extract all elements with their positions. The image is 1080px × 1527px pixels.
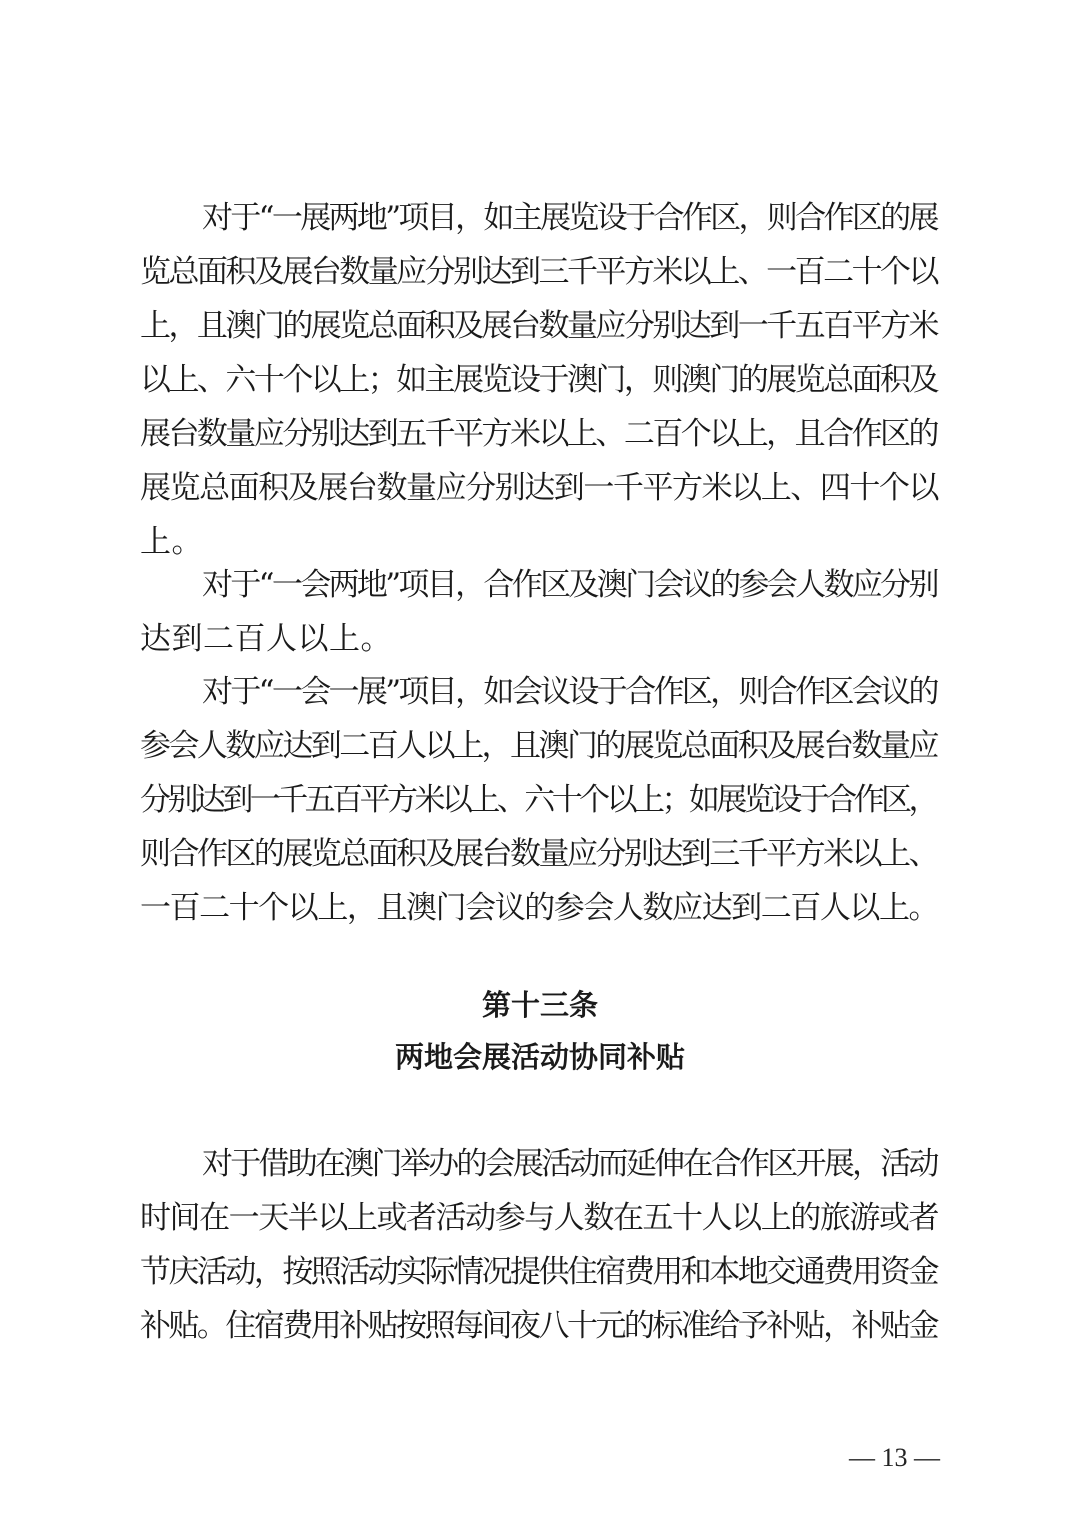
text-line: 展台数量应分别达到五千平方米以上、二百个以上，且合作区的 — [140, 416, 937, 452]
text-line: 一百二十个以上，且澳门会议的参会人数应达到二百人以上。 — [140, 890, 939, 926]
paragraph-conference-exhibition — [140, 665, 940, 935]
text-line: 分别达到一千五百平方米以上、六十个以上；如展览设于合作区， — [140, 782, 936, 818]
text-line: 则合作区的展览总面积及展台数量应分别达到三千平方米以上、 — [140, 836, 937, 872]
text-line: 时间在一天半以上或者活动参与人数在五十人以上的旅游或者 — [140, 1200, 939, 1236]
paragraph-exhibition-two-places — [140, 191, 940, 569]
text-line: 上，且澳门的展览总面积及展台数量应分别达到一千五百平方米 — [140, 308, 937, 344]
text-line: 对于“一展两地”项目，如主展览设于合作区，则合作区的展 — [202, 200, 937, 236]
text-line: 对于“一会两地”项目，合作区及澳门会议的参会人数应分别 — [202, 567, 937, 603]
text-line: 参会人数应达到二百人以上，且澳门的展览总面积及展台数量应 — [140, 728, 937, 764]
text-line: 上。 — [140, 524, 203, 560]
article-title: 两地会展活动协同补贴 — [394, 1040, 685, 1074]
text-line: 达到二百人以上。 — [140, 621, 392, 657]
text-line: 以上、六十个以上；如主展览设于澳门，则澳门的展览总面积及 — [140, 362, 937, 398]
article-number: 第十三条 — [481, 988, 598, 1022]
paragraph-conference-two-places — [140, 558, 940, 666]
text-line: 对于“一会一展”项目，如会议设于合作区，则合作区会议的 — [202, 674, 937, 710]
text-line: 览总面积及展台数量应分别达到三千平方米以上、一百二十个以 — [140, 254, 937, 290]
paragraph-subsidy — [140, 1137, 940, 1353]
page-number: — 13 — — [849, 1443, 940, 1472]
text-line: 展览总面积及展台数量应分别达到一千平方米以上、四十个以 — [140, 470, 939, 506]
text-line: 对于借助在澳门举办的会展活动而延伸在合作区开展，活动 — [202, 1146, 937, 1182]
text-line: 补贴。住宿费用补贴按照每间夜八十元的标准给予补贴，补贴金 — [140, 1308, 937, 1344]
text-line: 节庆活动，按照活动实际情况提供住宿费用和本地交通费用资金 — [140, 1254, 937, 1290]
